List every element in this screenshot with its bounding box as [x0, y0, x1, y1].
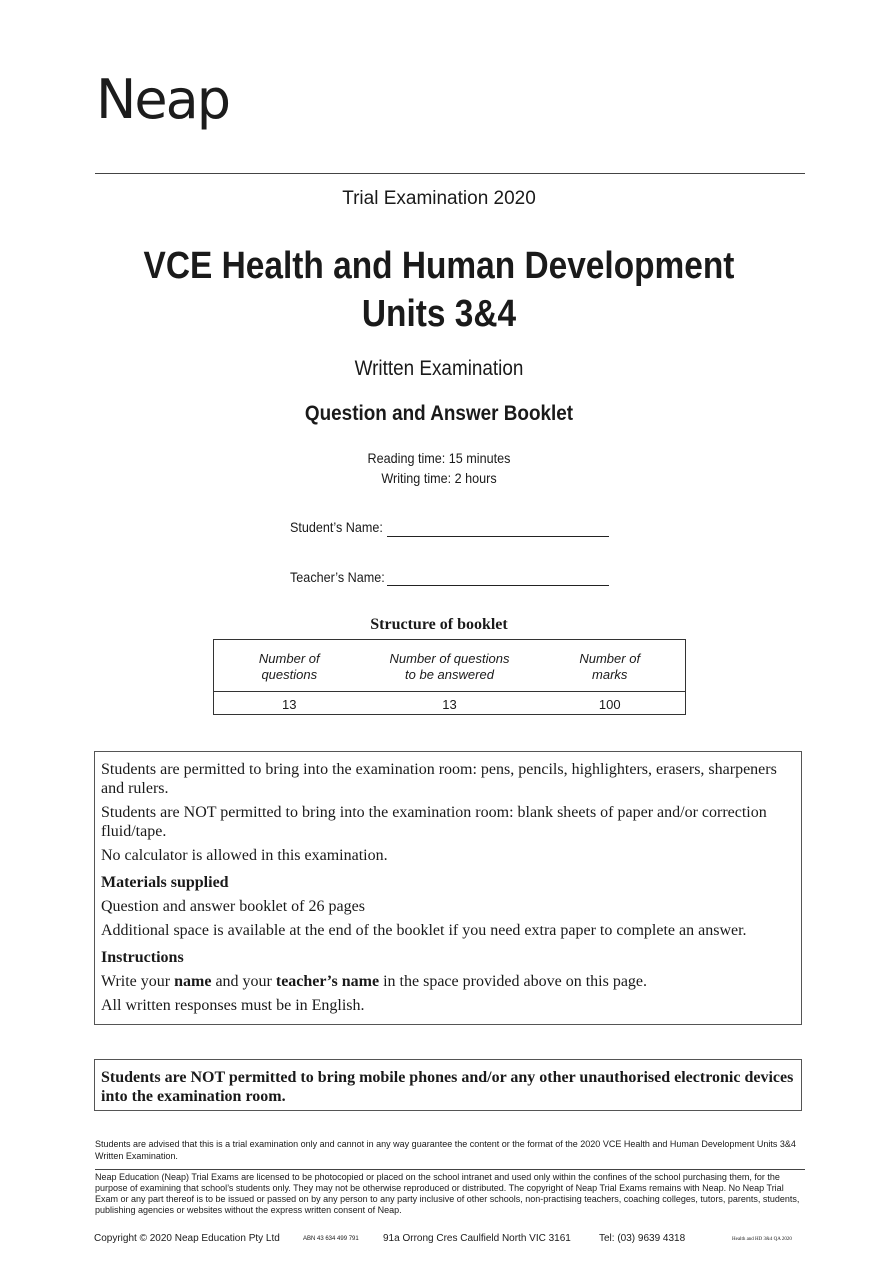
instructions-box — [94, 751, 802, 1025]
cell-marks: 100 — [598, 697, 621, 712]
header-number-of-marks — [534, 640, 685, 692]
copyright: Copyright © 2020 Neap Education Pty Ltd — [94, 1233, 280, 1244]
teacher-name-field[interactable] — [387, 585, 609, 586]
reading-time: Reading time: 15 minutes — [367, 450, 511, 466]
title-line-2: Units 3&4 — [361, 293, 517, 335]
exam-label: Trial Examination 2020 — [342, 188, 536, 209]
footer-divider — [95, 1169, 805, 1170]
page-title — [53, 242, 826, 338]
structure-table — [213, 639, 686, 715]
header-cell-text: Number of questions — [258, 651, 320, 682]
warning-box — [94, 1059, 802, 1111]
emphasis-teacher-name: teacher’s name — [275, 973, 380, 990]
document-code: Health and HD 3&4 QA 2020 — [732, 1237, 792, 1242]
cell-answered: 13 — [442, 697, 457, 712]
text: and your — [211, 973, 276, 990]
structure-title: Structure of booklet — [370, 616, 508, 633]
student-name-label: Student’s Name: — [290, 519, 383, 535]
structure-data-row — [214, 692, 686, 715]
neap-logo: Neap — [96, 68, 229, 131]
warning-text: Students are NOT permitted to bring mobile phones and/or any other unauthorised electronic devices into the examination room. — [101, 1069, 794, 1105]
booklet-title: Question and Answer Booklet — [304, 402, 574, 425]
disclaimer: Students are advised that this is a trial examination only and cannot in any way guarantee the content or the format of the 2020 VCE Health and Human Development Units 3&4 Written Examination. — [95, 1139, 796, 1161]
subtitle: Written Examination — [354, 357, 524, 380]
student-name-field[interactable] — [387, 536, 609, 537]
structure-header-row — [214, 640, 686, 692]
title-line-1: VCE Health and Human Development — [143, 245, 735, 287]
instruction-2: All written responses must be in English. — [101, 997, 365, 1014]
materials-item-2: Additional space is available at the end of the booklet if you need extra paper to complete an answer. — [101, 922, 747, 939]
materials-item-1: Question and answer booklet of 26 pages — [101, 898, 365, 915]
emphasis-name: name — [174, 973, 212, 990]
header-cell-text: Number of questions to be answered — [389, 651, 510, 682]
calculator-note: No calculator is allowed in this examination. — [101, 847, 388, 864]
telephone: Tel: (03) 9639 4318 — [599, 1233, 686, 1244]
text: Write your — [101, 973, 175, 990]
address: 91a Orrong Cres Caulfield North VIC 3161 — [383, 1233, 571, 1244]
instructions-heading: Instructions — [101, 949, 184, 966]
license-text: Neap Education (Neap) Trial Exams are licensed to be photocopied or placed on the school intranet and used only within the confines of the school purchasing them, for the purpose of examining that school’s students only. They may not be otherwise reproduced or distributed. The copyright of Neap Trial Exams remains with Neap. No Neap Trial Exam or any part thereof is to be issued or passed on by any person to any party inclusive of other schools, non-practising teachers, coaching colleges, tutors, parents, students, publishing agencies or websites without the express written consent of Neap. — [95, 1172, 800, 1215]
text: in the space provided above on this page. — [379, 973, 648, 990]
writing-time: Writing time: 2 hours — [381, 470, 497, 486]
header-divider — [95, 173, 805, 174]
not-permitted-items: Students are NOT permitted to bring into the examination room: blank sheets of paper and/or correction fluid/tape. — [101, 804, 767, 840]
header-number-of-questions — [214, 640, 365, 692]
header-cell-text: Number of marks — [579, 651, 641, 682]
abn: ABN 43 634 499 791 — [303, 1236, 359, 1242]
cell-questions: 13 — [282, 697, 297, 712]
teacher-name-label: Teacher’s Name: — [290, 569, 385, 585]
permitted-items: Students are permitted to bring into the examination room: pens, pencils, highlighters, erasers, sharpeners and rulers. — [101, 761, 777, 797]
header-questions-to-answer — [365, 640, 535, 692]
instruction-1 — [101, 972, 801, 991]
materials-heading: Materials supplied — [101, 874, 229, 891]
